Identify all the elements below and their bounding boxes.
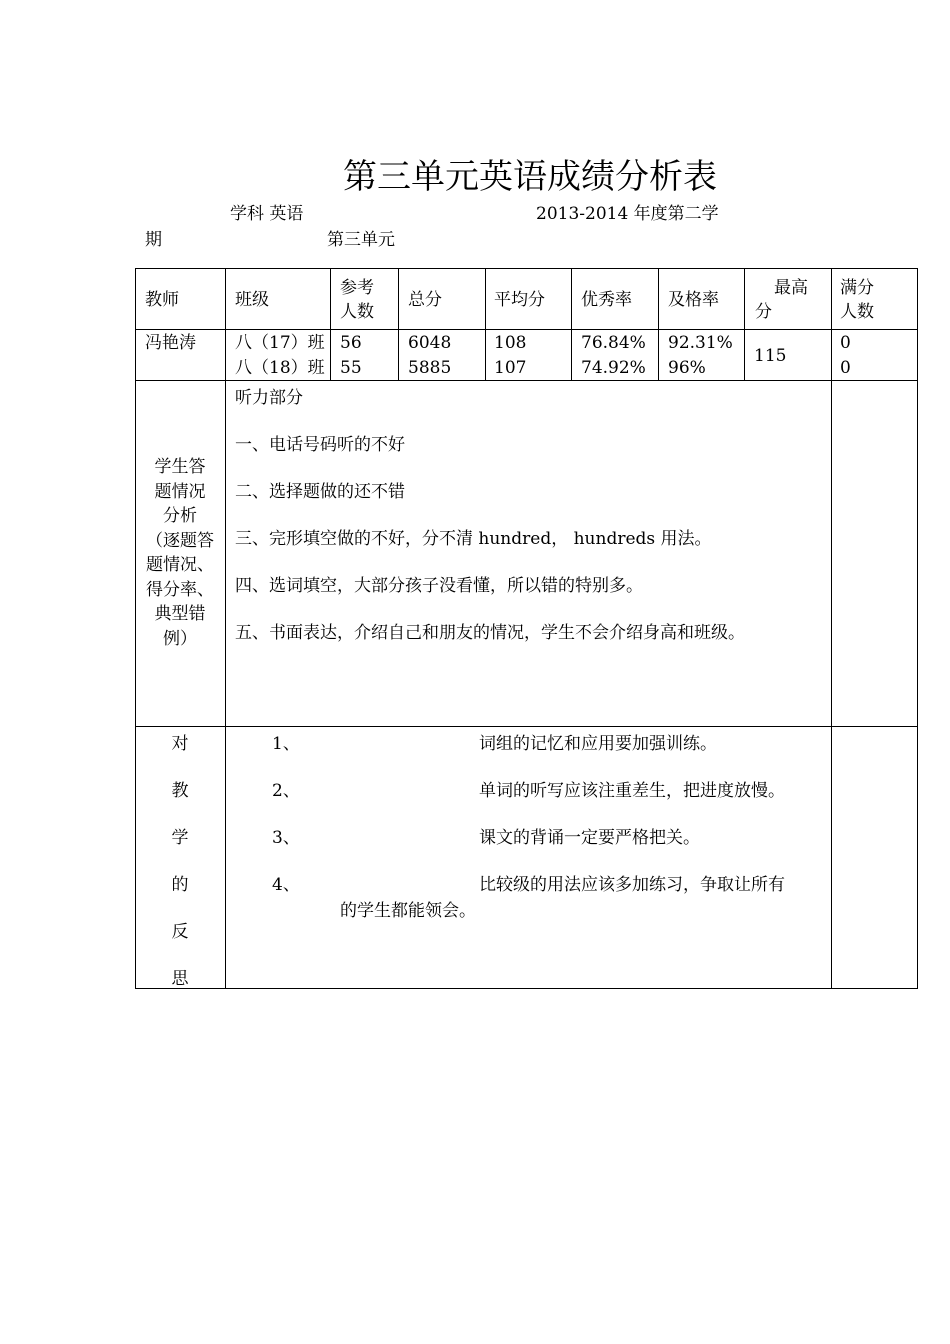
reflection-label-char: 的 (171, 875, 189, 895)
row-2-participants: 55 (340, 358, 362, 378)
rule-data-bottom (135, 380, 917, 381)
unit-label: 第三单元 (327, 230, 395, 250)
analysis-heading: 听力部分 (235, 388, 303, 408)
teacher-name: 冯艳涛 (145, 333, 196, 353)
col-rule-7 (744, 268, 745, 381)
term-tail: 期 (145, 230, 162, 250)
reflection-item-1-number: 1、 (272, 734, 300, 754)
analysis-label-line: （逐题答 (146, 530, 214, 551)
reflection-item-4-continuation: 的学生都能领会。 (340, 901, 476, 921)
header-class: 班级 (235, 290, 269, 310)
col-rule-1 (225, 268, 226, 988)
row-1-excellent-rate: 76.84% (581, 333, 646, 353)
row-1-full-count: 0 (840, 333, 851, 353)
analysis-label-line: 例） (163, 628, 197, 649)
rule-header-bottom (135, 329, 917, 330)
subject-label: 学科 英语 (230, 204, 304, 224)
row-2-class: 八（18）班 (235, 358, 325, 378)
row-1-pass-rate: 92.31% (668, 333, 733, 353)
reflection-item-4-number: 4、 (272, 875, 300, 895)
header-max-line2: 分 (755, 302, 772, 322)
row-2-full-count: 0 (840, 358, 851, 378)
reflection-label-char: 反 (171, 922, 189, 942)
analysis-label-line: 得分率、 (146, 579, 214, 600)
reflection-item-2-number: 2、 (272, 781, 300, 801)
reflection-item-4-text: 比较级的用法应该多加练习，争取让所有 (479, 875, 785, 895)
page-title: 第三单元英语成绩分析表 (343, 156, 717, 197)
reflection-item-3-number: 3、 (272, 828, 300, 848)
header-full-count (840, 276, 874, 324)
col-rule-6 (658, 268, 659, 381)
reflection-item-3-text: 课文的背诵一定要严格把关。 (479, 828, 700, 848)
header-full-line1: 满分 (840, 278, 874, 298)
analysis-label-line: 典型错 (154, 604, 206, 624)
analysis-label-line: 分析 (163, 506, 197, 526)
row-2-average: 107 (494, 358, 527, 378)
col-rule-2 (330, 268, 331, 381)
analysis-item-5: 五、书面表达，介绍自己和朋友的情况，学生不会介绍身高和班级。 (235, 623, 745, 643)
analysis-item-1: 一、电话号码听的不好 (235, 435, 405, 455)
reflection-label-char: 学 (171, 828, 189, 848)
analysis-label-line: 学生答 (154, 457, 206, 477)
header-teacher: 教师 (145, 290, 179, 310)
analysis-label-line: 题情况、 (146, 555, 214, 575)
analysis-item-3: 三、完形填空做的不好，分不清 hundred， hundreds 用法。 (235, 529, 712, 549)
analysis-item-2: 二、选择题做的还不错 (235, 482, 405, 502)
row-2-total: 5885 (408, 358, 452, 378)
reflection-label-char: 对 (171, 734, 189, 754)
header-pass-rate: 及格率 (668, 290, 719, 310)
row-1-participants: 56 (340, 333, 362, 353)
header-full-line2: 人数 (840, 302, 874, 322)
header-participants-line2: 人数 (340, 302, 374, 322)
reflection-item-2-text: 单词的听写应该注重差生，把进度放慢。 (479, 781, 785, 801)
analysis-item-4: 四、选词填空，大部分孩子没看懂，所以错的特别多。 (235, 576, 643, 596)
header-max-line1: 最高 (774, 278, 808, 298)
header-participants (340, 276, 374, 324)
header-average: 平均分 (494, 290, 545, 310)
header-max-score (755, 276, 808, 324)
row-1-average: 108 (494, 333, 527, 353)
row-1-class: 八（17）班 (235, 333, 325, 353)
max-score-value: 115 (754, 346, 787, 366)
reflection-label-char: 教 (171, 781, 189, 801)
row-2-excellent-rate: 74.92% (581, 358, 646, 378)
rule-analysis-bottom (135, 726, 917, 727)
reflection-label-char: 思 (171, 969, 189, 989)
school-year: 2013-2014 年度第二学 (536, 204, 719, 224)
col-rule-8 (831, 268, 832, 988)
header-participants-line1: 参考 (340, 278, 374, 298)
col-rule-4 (485, 268, 486, 381)
header-total: 总分 (408, 290, 442, 310)
analysis-label-line: 题情况 (154, 481, 206, 502)
analysis-label (136, 455, 224, 651)
reflection-item-1-text: 词组的记忆和应用要加强训练。 (479, 734, 717, 754)
col-rule-3 (398, 268, 399, 381)
row-2-pass-rate: 96% (668, 358, 706, 378)
row-1-total: 6048 (408, 333, 452, 353)
col-rule-5 (571, 268, 572, 381)
header-excellent-rate: 优秀率 (581, 290, 632, 310)
